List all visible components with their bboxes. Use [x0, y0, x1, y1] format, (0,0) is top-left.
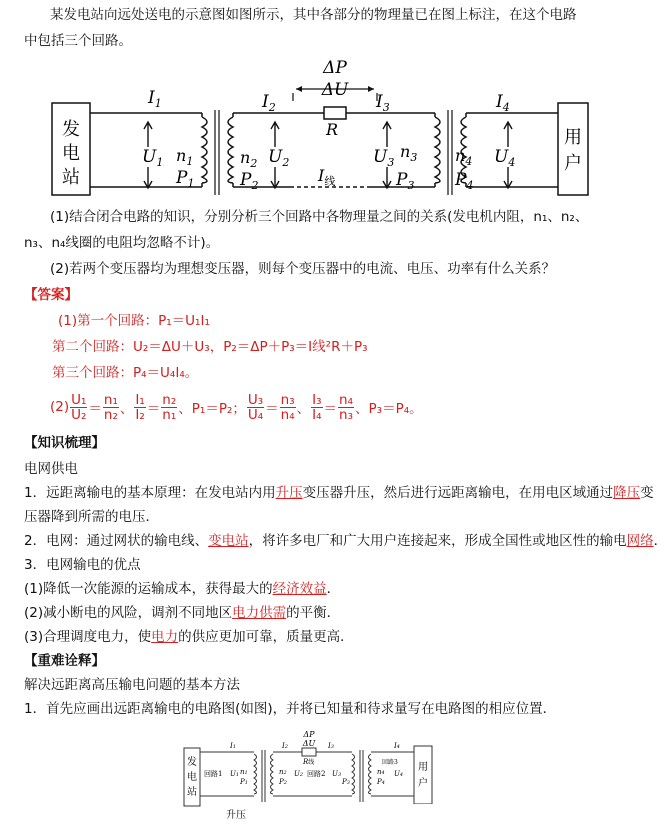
r-label: R	[326, 120, 339, 139]
n4-label: $n_4$	[455, 146, 473, 168]
substation-blank: 变电站	[208, 533, 249, 549]
eq3-rnum: n₃	[280, 391, 295, 408]
delta-u-label: ΔU	[321, 80, 349, 100]
mini-r-line: R线	[303, 758, 315, 766]
eq3-num: U₃	[247, 391, 264, 408]
knowledge-item-3-1: (1)降低一次能源的运输成本，获得最大的经济效益．	[24, 581, 341, 597]
knowledge-title: 电网供电	[24, 461, 78, 477]
question-2: (2)若两个变压器均为理想变压器，则每个变压器中的电流、电压、功率有什么关系？	[50, 261, 556, 277]
mini-power-station-3: 站	[187, 787, 197, 798]
coil-n3	[435, 117, 440, 183]
i4-label: $I_4$	[496, 92, 510, 114]
difficulty-label: 【重难诠释】	[24, 653, 105, 669]
svg-text:U4: U4	[394, 770, 404, 778]
answer-2: 第二个回路：U₂＝ΔU＋U₃，P₂＝ΔP＋P₃＝I线²R＋P₃	[52, 339, 368, 355]
knowledge-item-1: 1．远距离输电的基本原理：在发电站内用升压变压器升压，然后进行远距离输电，在用电区域通过降压变	[24, 485, 654, 501]
answer-4-mid: 、P₁＝P₂；	[178, 401, 246, 417]
knowledge-item-1-cont: 压器降到所需的电压．	[24, 509, 159, 525]
svg-text:P1: P1	[240, 778, 248, 786]
svg-text:U3: U3	[332, 770, 342, 778]
eq4-rnum: n₄	[339, 391, 354, 408]
mini-loop-1: 回路1	[204, 770, 223, 778]
eq4-rden: n₃	[339, 406, 354, 423]
eq4-den: I₄	[312, 406, 322, 423]
mini-delta-u: ΔU	[302, 739, 316, 748]
difficulty-item-1: 1．首先应画出远距离输电的电路图(如图)，并将已知量和待求量写在电路图的相应位置．	[24, 701, 557, 717]
p1-label: $P_1$	[176, 168, 195, 190]
p3-label: $P_3$	[396, 170, 415, 192]
eq3-den: U₄	[247, 406, 264, 423]
eq1-den: U₂	[71, 406, 87, 423]
eq1-rnum: n₁	[103, 391, 118, 408]
svg-text:n1: n1	[240, 768, 248, 776]
question-line-2: 中包括三个回路。	[24, 33, 132, 49]
question-1-cont: n₃、n₄线圈的电阻均忽略不计)。	[24, 235, 220, 251]
mini-step-up-label: 升压	[226, 810, 246, 821]
eq2-rnum: n₂	[162, 391, 177, 408]
svg-text:n4: n4	[377, 768, 385, 776]
answer-4: (2) $\frac{\text{U₁}}{\text{U₂}}$ ＝ $\frac{\text{n₁}}{\text{n₂}}$ 、 $\frac{\text{I₁}}{\text{I₂}}$ ＝ $\frac{\text{n₂}}{\text{n₁}}$ 、P₁＝P₂； $\frac{\text{U₃}}{\text{U₄}}$ ＝ $\frac{\text{n₃}}{\text{n₄}}$ 、 $\frac{\text{I₃}}{\text{I₄}}$ ＝ $\frac{\text{n₄}}{\text{n₃}}$ 、P₃＝P₄。	[50, 391, 423, 423]
coil-n2	[228, 117, 233, 183]
i-line-label: $I_线$	[318, 166, 336, 188]
user-label-2: 户	[564, 153, 582, 174]
step-up-blank: 升压	[275, 485, 303, 501]
svg-text:n2: n2	[279, 768, 287, 776]
svg-text:I4: I4	[394, 742, 400, 750]
knowledge-label: 【知识梳理】	[24, 435, 105, 451]
question-1: (1)结合闭合电路的知识，分别分析三个回路中各物理量之间的关系(发电机内阻，n₁、n₂、	[50, 209, 589, 225]
resistor-R	[324, 107, 346, 119]
n2-label: $n_2$	[240, 148, 258, 170]
svg-text:P3: P3	[342, 778, 350, 786]
mini-user-2: 户	[418, 778, 428, 789]
knowledge-item-2: 2．电网：通过网状的输电线、变电站，将许多电厂和广大用户连接起来，形成全国性或地区性的输电网络．	[24, 533, 667, 549]
knowledge-item-3-2: (2)减小断电的风险，调剂不同地区电力供需的平衡．	[24, 605, 341, 621]
p4-label: $P_4$	[455, 170, 474, 192]
answer-label: 【答案】	[24, 287, 78, 303]
user-box	[558, 103, 588, 195]
eq1-num: U₁	[71, 391, 87, 408]
answer-4-end: 、P₃＝P₄。	[355, 401, 423, 417]
n1-label: $n_1$	[176, 146, 194, 168]
svg-text:I1: I1	[230, 742, 236, 750]
svg-text:U2: U2	[294, 770, 304, 778]
eq4-num: I₃	[312, 391, 322, 408]
svg-text:I3: I3	[328, 742, 334, 750]
eq1-rden: n₂	[103, 406, 118, 423]
eq2-den: I₂	[135, 406, 145, 423]
answer-4-prefix: (2)	[50, 399, 70, 415]
svg-text:I2: I2	[282, 742, 288, 750]
i1-label: $I_1$	[148, 88, 162, 110]
svg-text:U1: U1	[230, 770, 240, 778]
svg-text:P2: P2	[279, 778, 287, 786]
mini-loop-2: 回路2	[307, 770, 326, 778]
question-line-1: 某发电站向远处送电的示意图如图所示，其中各部分的物理量已在图上标注，在这个电路	[50, 7, 577, 23]
network-blank: 网络	[626, 533, 654, 549]
supply-demand-blank: 电力供需	[232, 605, 287, 621]
n3-label: $n_3$	[400, 142, 418, 164]
fade-overlay	[253, 804, 433, 829]
mini-power-station-2: 电	[187, 772, 197, 783]
circuit-diagram	[50, 55, 590, 205]
eq2-num: I₁	[135, 391, 145, 408]
answer-3: 第三个回路：P₄＝U₄I₄。	[52, 365, 199, 381]
svg-text:P4: P4	[377, 778, 385, 786]
knowledge-item-3: 3．电网输电的优点	[24, 557, 141, 573]
delta-p-label: ΔP	[323, 58, 347, 78]
economic-benefit-blank: 经济效益	[272, 581, 327, 597]
difficulty-title: 解决远距离高压输电问题的基本方法	[24, 677, 240, 693]
power-station-label-2: 电	[62, 143, 80, 164]
mini-delta-p: ΔP	[303, 730, 315, 739]
i2-label: $I_2$	[262, 92, 276, 114]
u3-label: $U_3$	[373, 147, 395, 169]
mini-user-1: 用	[418, 762, 428, 773]
eq2-rden: n₁	[162, 406, 177, 423]
u2-label: $U_2$	[268, 147, 290, 169]
eq3-rden: n₄	[280, 406, 295, 423]
mini-power-station-1: 发	[187, 757, 197, 768]
power-station-label-1: 发	[62, 119, 80, 140]
u1-label: $U_1$	[142, 147, 164, 169]
mini-loop-3: 回路3	[382, 759, 398, 766]
u4-label: $U_4$	[494, 147, 516, 169]
power-station-label-3: 站	[62, 167, 80, 188]
user-label-1: 用	[564, 127, 582, 148]
coil-n1	[202, 117, 207, 183]
power-blank: 电力	[151, 629, 179, 645]
knowledge-item-3-3: (3)合理调度电力，使电力的供应更加可靠，质量更高．	[24, 629, 354, 645]
answer-1: (1)第一个回路：P₁＝U₁I₁	[58, 313, 210, 329]
i3-label: $I_3$	[376, 92, 390, 114]
step-down-blank: 降压	[613, 485, 641, 501]
p2-label: $P_2$	[240, 170, 259, 192]
